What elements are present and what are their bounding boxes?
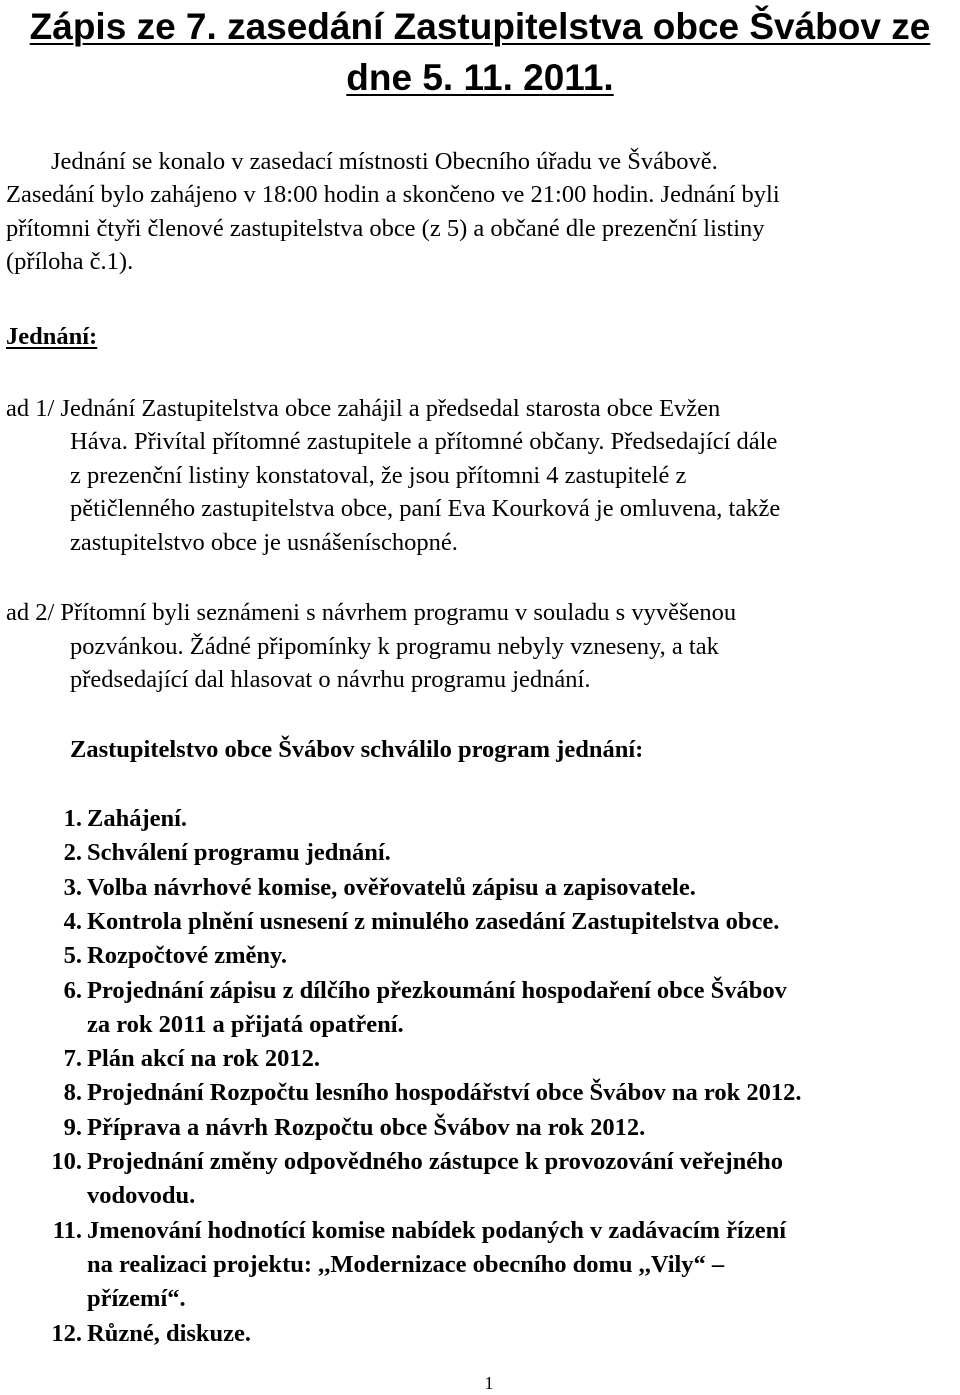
agenda-item-text: vodovodu. bbox=[87, 1182, 196, 1210]
section-heading: Jednání: bbox=[6, 323, 98, 350]
agenda-item-text: Schválení programu jednání. bbox=[87, 839, 391, 867]
ad1-line-5: zastupitelstvo obce je usnášeníschopné. bbox=[70, 529, 458, 556]
ad1-line-1: ad 1/ Jednání Zastupitelstva obce zahájil a předsedal starosta obce Evžen bbox=[6, 395, 721, 422]
agenda-item-number: 2. bbox=[63, 839, 82, 867]
agenda-item-text: Zahájení. bbox=[87, 805, 188, 832]
agenda-item-number: 1. bbox=[63, 805, 82, 832]
ad1-line-2: Háva. Přivítal přítomné zastupitele a přítomné občany. Předsedající dále bbox=[70, 428, 778, 455]
agenda-item-text: Kontrola plnění usnesení z minulého zasedání Zastupitelstva obce. bbox=[87, 907, 780, 935]
agenda-item-text: Projednání Rozpočtu lesního hospodářství obce Švábov na rok 2012. bbox=[87, 1079, 802, 1107]
agenda-item-text: Příprava a návrh Rozpočtu obce Švábov na rok 2012. bbox=[87, 1113, 646, 1141]
ad2-line-2: pozvánkou. Žádné připomínky k programu nebyly vzneseny, a tak bbox=[70, 633, 719, 660]
agenda-item-number: 3. bbox=[63, 873, 82, 901]
agenda-item-number: 6. bbox=[63, 976, 82, 1004]
agenda-item-number: 7. bbox=[63, 1045, 82, 1073]
agenda-item-text: Volba návrhové komise, ověřovatelů zápisu a zapisovatele. bbox=[87, 873, 696, 901]
agenda-item-text: Plán akcí na rok 2012. bbox=[87, 1045, 321, 1073]
agenda-item-text: Projednání změny odpovědného zástupce k provozování veřejného bbox=[87, 1148, 783, 1175]
agenda-item-text: na realizaci projektu: ,,Modernizace obecního domu ,,Vily“ – bbox=[87, 1250, 725, 1278]
ad1-line-4: pětičlenného zastupitelstva obce, paní Eva Kourková je omluvena, takže bbox=[70, 495, 781, 522]
agenda-item-text: Různé, diskuze. bbox=[87, 1319, 252, 1347]
agenda-item-number: 8. bbox=[63, 1079, 82, 1107]
ad1-line-3: z prezenční listiny konstatoval, že jsou přítomni 4 zastupitelé z bbox=[70, 462, 687, 489]
intro-line-2: Zasedání bylo zahájeno v 18:00 hodin a skončeno ve 21:00 hodin. Jednání byli bbox=[6, 181, 780, 208]
agenda-item-text: za rok 2011 a přijatá opatření. bbox=[87, 1010, 404, 1038]
agenda-item-text: Projednání zápisu z dílčího přezkoumání hospodaření obce Švábov bbox=[87, 976, 787, 1004]
agenda-item-number: 4. bbox=[63, 907, 82, 935]
ad2-line-3: předsedající dal hlasovat o návrhu programu jednání. bbox=[70, 666, 591, 693]
agenda-item-number: 5. bbox=[63, 942, 82, 970]
ad2-line-1: ad 2/ Přítomní byli seznámeni s návrhem programu v souladu s vyvěšenou bbox=[6, 599, 737, 626]
agenda-item-number: 9. bbox=[63, 1113, 82, 1141]
document-title-line-1: Zápis ze 7. zasedání Zastupitelstva obce Švábov ze bbox=[29, 6, 931, 47]
agenda-item-number: 10. bbox=[51, 1148, 82, 1175]
intro-line-3: přítomni čtyři členové zastupitelstva obce (z 5) a občané dle prezenční listiny bbox=[6, 215, 765, 242]
page-number: 1 bbox=[484, 1373, 494, 1393]
agenda-item-number: 12. bbox=[51, 1319, 82, 1347]
agenda-item-text: Jmenování hodnotící komise nabídek podaných v zadávacím řízení bbox=[87, 1216, 787, 1244]
agenda-item-number: 11. bbox=[52, 1216, 82, 1244]
document-title-line-2: dne 5. 11. 2011. bbox=[346, 57, 614, 98]
agenda-item-text: Rozpočtové změny. bbox=[87, 942, 288, 970]
intro-line-1: Jednání se konalo v zasedací místnosti Obecního úřadu ve Švábově. bbox=[51, 148, 718, 175]
resolution-heading: Zastupitelstvo obce Švábov schválilo program jednání: bbox=[70, 736, 644, 763]
intro-line-4: (příloha č.1). bbox=[6, 248, 134, 275]
agenda-item-text: přízemí“. bbox=[87, 1285, 186, 1313]
